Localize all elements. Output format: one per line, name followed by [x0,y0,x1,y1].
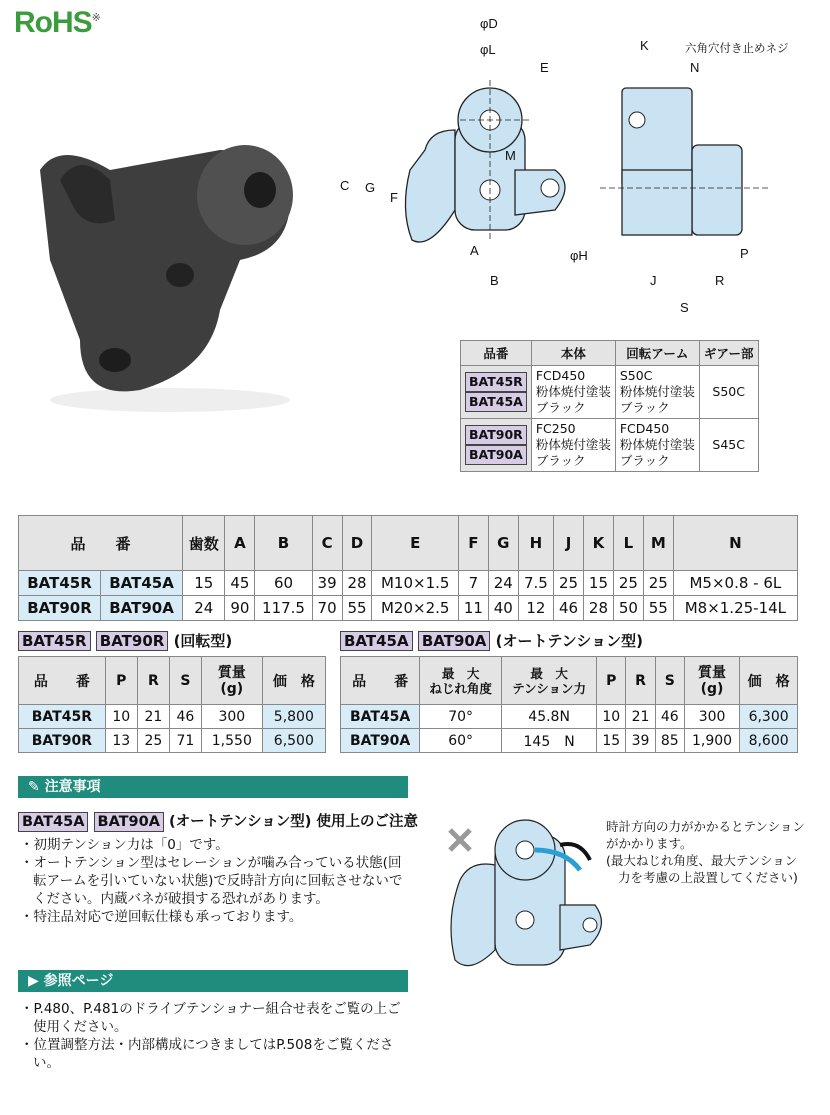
svg-text:B: B [490,273,499,288]
table-row: BAT90R BAT90A FC250 粉体焼付塗装 ブラック FCD450 粉体焼付塗装 ブラック S45C [461,419,759,472]
svg-text:K: K [640,38,649,53]
caution-subtitle: BAT45A BAT90A (オートテンション型) 使用上のご注意 [18,810,418,832]
pencil-icon: ✎ [28,779,45,795]
reference-notes [20,1000,412,1072]
caution-notes [20,836,412,926]
svg-text:J: J [650,273,657,288]
col-header: 本体 [531,341,615,366]
list-item: ・オートテンション型はセレーションが噛み合っている状態(回転アームを引いていない状態)で反時計方向に回転させないでください。内蔵バネが破損する恐れがあります。 [20,855,403,907]
svg-text:R: R [715,273,725,288]
svg-text:G: G [365,180,376,195]
rotary-title: BAT45R BAT90R (回転型) [18,630,232,651]
header-row: 品 番 歯数 A B C D E F G H J K L M N [19,516,798,571]
col-header: 回転アーム [615,341,699,366]
table-row: BAT90R 13 25 71 1,550 6,500 [19,729,326,753]
list-item: ・位置調整方法・内部構成につきましてはP.508をご覧ください。 [20,1037,394,1071]
dimension-drawing [330,10,790,340]
table-row: BAT45R BAT45A FCD450 粉体焼付塗装 ブラック S50C 粉体焼付塗装 ブラック S50C [461,366,759,419]
dimension-table [18,515,798,621]
product-photo [20,110,320,420]
svg-text:φH: φH [570,248,588,263]
reference-bar: ▶ 参照ページ [18,970,408,992]
list-item: ・初期テンション力は「0」です。 [20,837,229,853]
svg-text:六角穴付き止めネジ: 六角穴付き止めネジ [685,43,789,55]
auto-table: 品 番 最 大 ねじれ角度 最 大 テンション力 P R S 質量 (g) 価 格 BAT45A 70° 45.8N 10 21 46 300 6,300 BAT90A 60° 145 N 15 39 85 1,900 8,600 [340,656,798,753]
materials-table [460,340,759,472]
list-item: ・特注品対応で逆回転仕様も承っております。 [20,909,303,925]
svg-text:φL: φL [480,42,496,57]
svg-text:C: C [340,178,350,193]
table-row: BAT45R BAT45A 15 45 60 39 28 M10×1.5 7 24 7.5 25 15 25 25 M5×0.8 - 6L [19,571,798,596]
table-row: BAT45A 70° 45.8N 10 21 46 300 6,300 [341,705,798,729]
arrow-icon: ▶ [28,973,44,989]
col-header: 品番 [461,341,532,366]
tension-diagram [440,810,610,980]
list-item: ・P.480、P.481のドライブテンショナー組合せ表をご覧の上ご使用ください。 [20,1001,401,1035]
svg-text:F: F [390,190,398,205]
caution-bar: ✎ 注意事項 [18,776,408,798]
rohs-logo: RoHS※ [14,6,100,39]
tension-callout: 時計方向の力がかかるとテンション がかかります。 (最大ねじれ角度、最大テンション 力を考慮の上設置してください) [606,819,805,885]
svg-text:M: M [505,148,516,163]
svg-text:φD: φD [480,16,498,31]
table-row: BAT45R 10 21 46 300 5,800 [19,705,326,729]
svg-text:P: P [740,246,749,261]
table-row: BAT90R BAT90A 24 90 117.5 70 55 M20×2.5 11 40 12 46 28 50 55 M8×1.25-14L [19,596,798,621]
svg-text:E: E [540,60,549,75]
table-row: BAT90A 60° 145 N 15 39 85 1,900 8,600 [341,729,798,753]
svg-text:A: A [470,243,479,258]
svg-text:N: N [690,60,700,75]
svg-text:S: S [680,300,689,315]
auto-title: BAT45A BAT90A (オートテンション型) [340,630,643,651]
rotary-table: 品 番 P R S 質量 (g) 価 格 BAT45R 10 21 46 300 5,800 BAT90R 13 25 71 1,550 6,500 [18,656,326,753]
col-header: ギアー部 [699,341,758,366]
